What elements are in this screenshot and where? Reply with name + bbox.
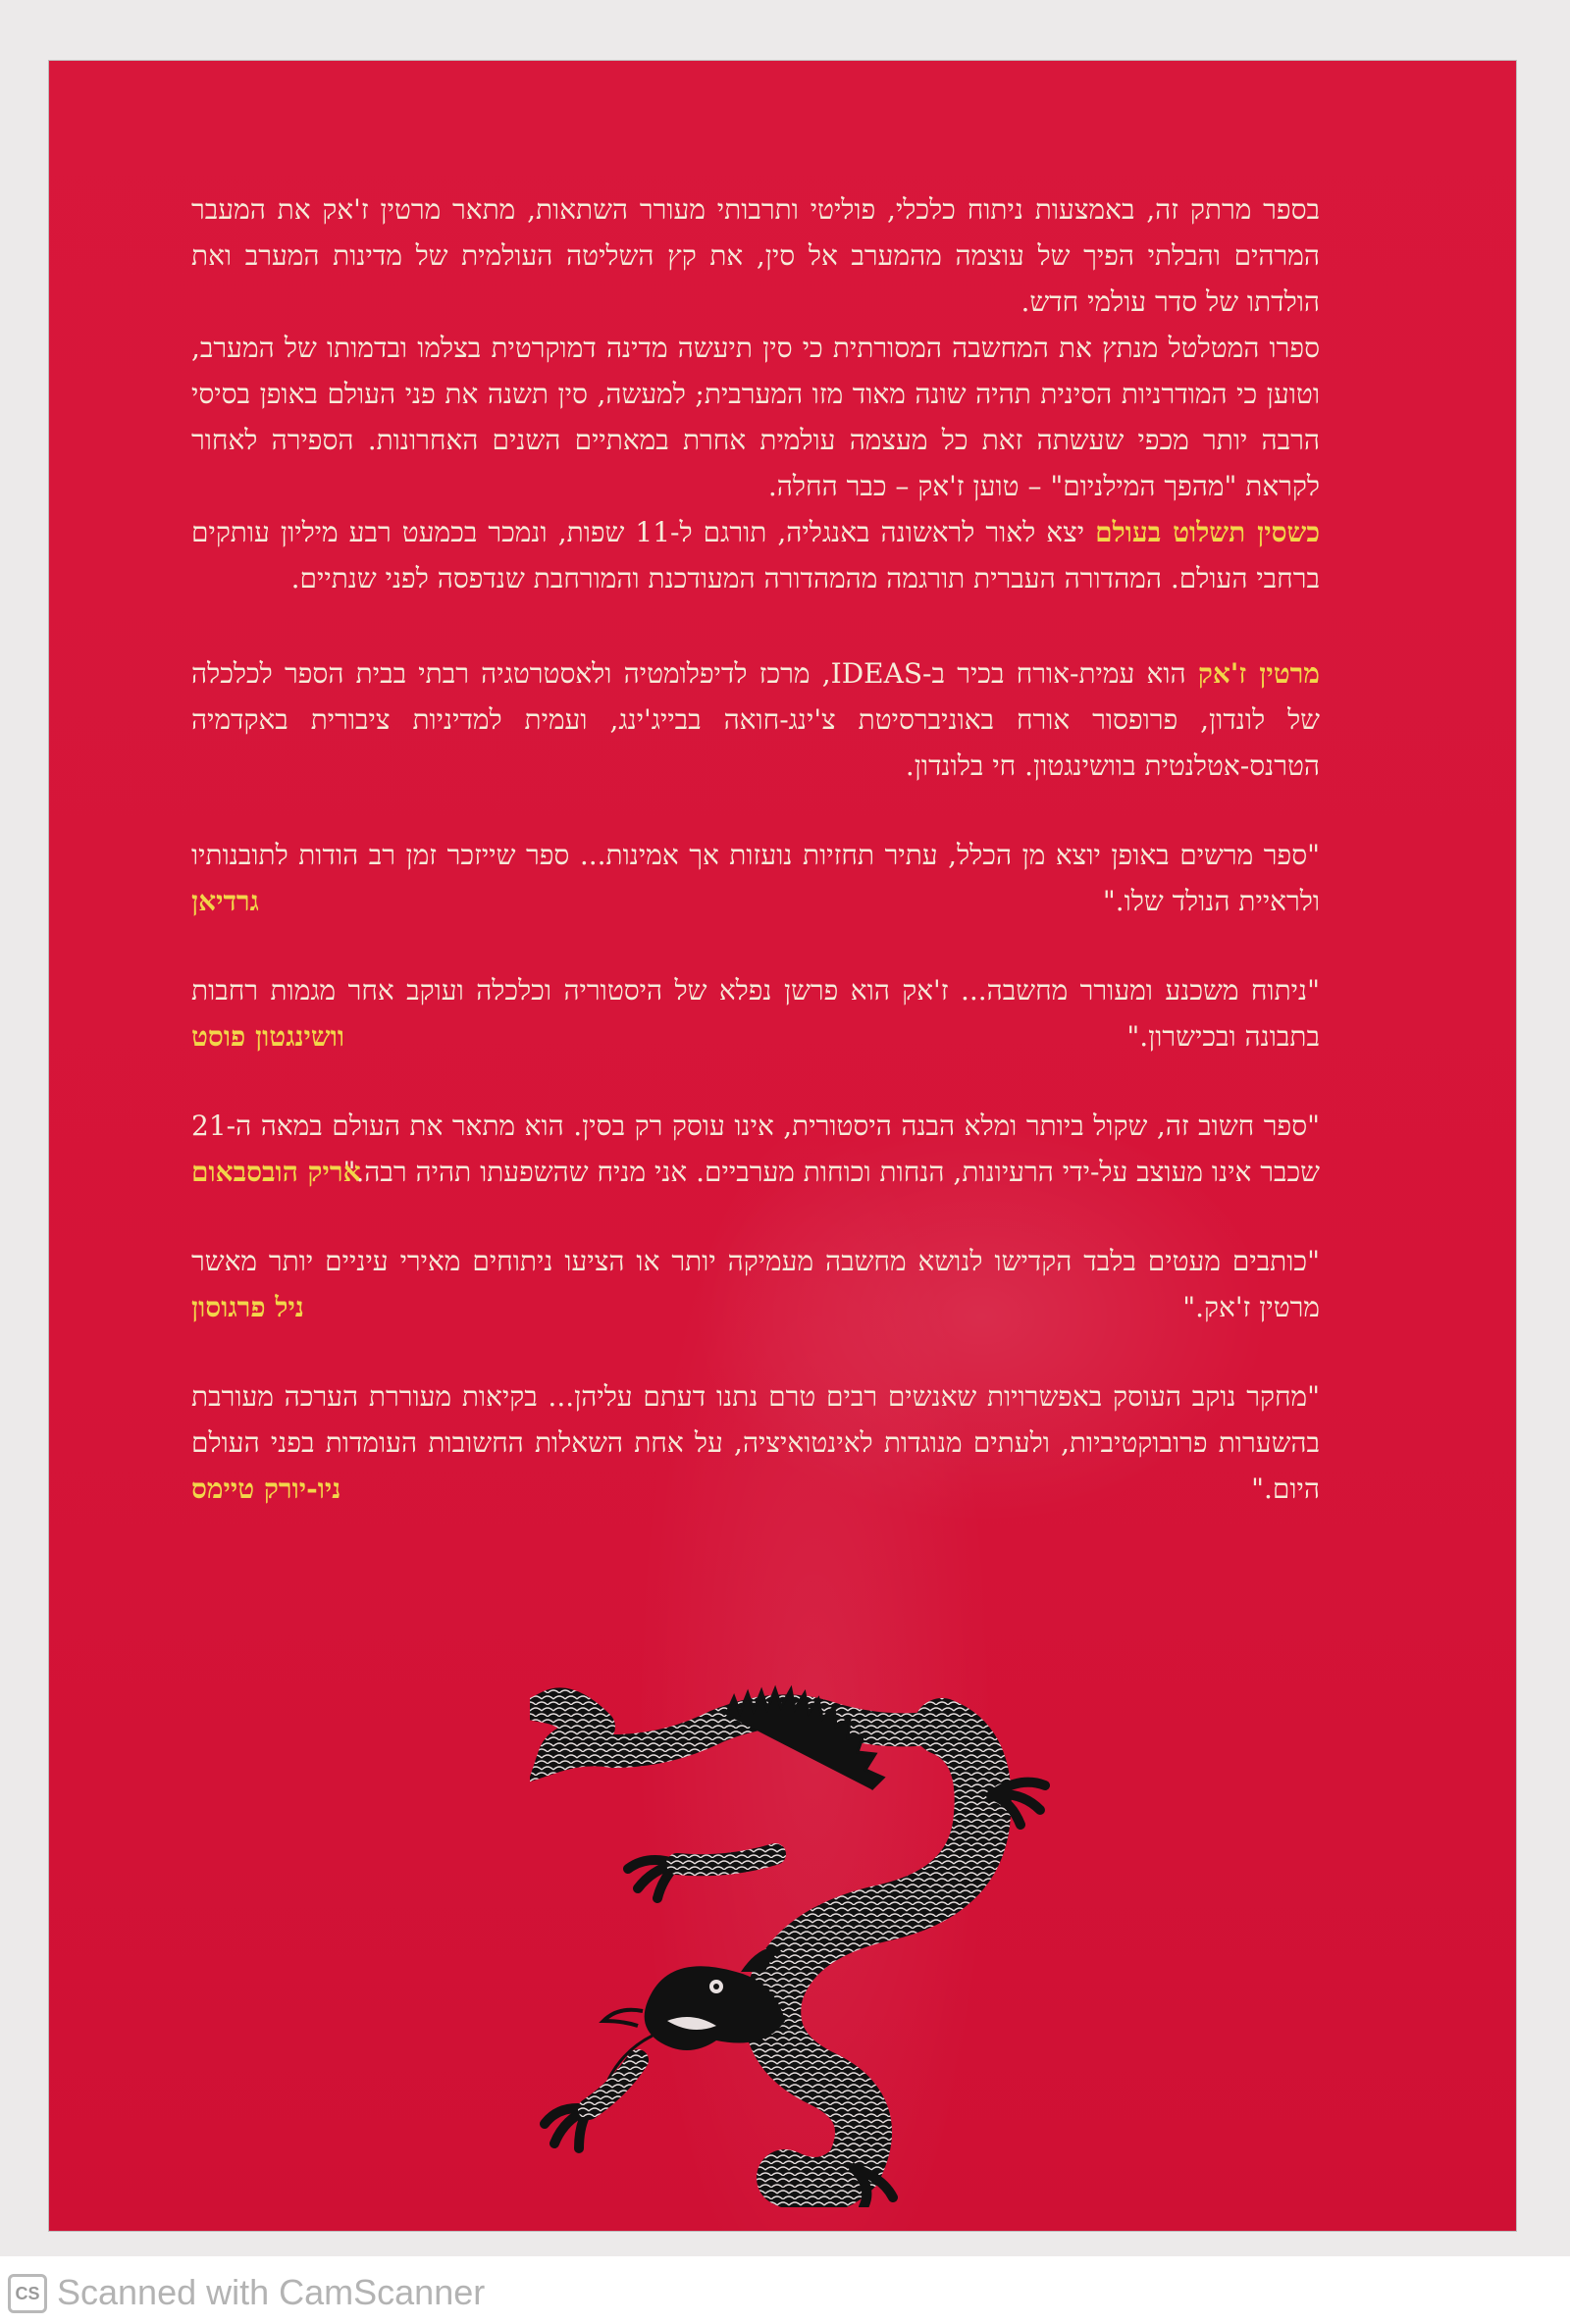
quote-source: ניל פרגוסון — [191, 1291, 304, 1323]
quote-text: "ספר מרשים באופן יוצא מן הכלל, עתיר תחזיות נועזות אך אמינות... ספר שייזכר זמן רב הודות לתובנותיו ולראיית הנולד שלו." — [191, 839, 1320, 917]
scanner-footer — [0, 2256, 1570, 2324]
blurb-paragraph-3-text: יצא לאור לראשונה באנגליה, תורגם ל-11 שפות, ונמכר בכמעט רבע מיליון עותקים ברחבי העולם. המהדורה העברית תורגמה מהמהדורה המעודכנת והמורחבת שנדפסה לפני שנתיים. — [191, 516, 1320, 594]
dragon-illustration — [530, 1658, 1060, 2207]
book-title-highlight: כשסין תשלוט בעולם — [1095, 516, 1321, 548]
review-quote — [191, 1373, 1320, 1512]
quote-source: גרדיאן — [191, 885, 259, 917]
quote-source: אריק הובסבאום — [191, 1156, 361, 1188]
quote-text: "מחקר נוקב העוסק באפשרויות שאנשים רבים טרם נתנו דעתם עליהן... בקיאות מעוררת הערכה מעורבת בהשערות פרובוקטיביות, ולעתים מנוגדות לאינטואיציה, על אחת השאלות החשובות העומדות בפני העולם היום." — [191, 1380, 1320, 1505]
camscanner-logo: CS — [8, 2274, 47, 2313]
review-quote — [191, 832, 1320, 924]
review-quote — [191, 967, 1320, 1059]
author-bio — [191, 650, 1320, 789]
quote-text: "כותבים מעטים בלבד הקדישו לנושא מחשבה מעמיקה יותר או הציעו ניתוחים מאירי עיניים יותר מאשר מרטין ז'אק." — [191, 1245, 1320, 1323]
back-cover-text — [191, 186, 1320, 1512]
blurb-paragraph-3 — [191, 509, 1320, 601]
author-name: מרטין ז'אק — [1197, 657, 1320, 690]
blurb-paragraph-1: בספר מרתק זה, באמצעות ניתוח כלכלי, פוליטי ותרבותי מעורר השתאות, מתאר מרטין ז'אק את המעבר המרהים והבלתי הפיך של עוצמה מהמערב אל סין, את קץ השליטה העולמית של מדינות המערב ואת הולדתו של סדר עולמי חדש. — [191, 193, 1320, 318]
quote-text: "ספר חשוב זה, שקול ביותר ומלא הבנה היסטורית, אינו עוסק רק בסין. הוא מתאר את העולם במאה ה-21 שכבר אינו מעוצב על-ידי הרעיונות, הנחות וכוחות מערביים. אני מניח שהשפעתו תהיה רבה." — [191, 1110, 1320, 1188]
review-quote — [191, 1103, 1320, 1195]
author-bio-text: הוא עמית-אורח בכיר ב-IDEAS, מרכז לדיפלומטיה ולאסטרטגיה רבתי בבית הספר לכלכלה של לונדון, פרופסור אורח באוניברסיטת צ'ינג-חואה בבייג'ינג, ועמית למדיניות ציבורית באקדמיה הטרנס-אטלנטית בוושינגטון. חי בלונדון. — [191, 657, 1320, 782]
scanner-watermark-text: Scanned with CamScanner — [57, 2272, 486, 2312]
review-quote — [191, 1238, 1320, 1330]
quote-text: "ניתוח משכנע ומעורר מחשבה... ז'אק הוא פרשן נפלא של היסטוריה וכלכלה ועוקב אחר מגמות רחבות בתבונה ובכישרון." — [191, 974, 1320, 1053]
quote-source: ניו-יורק טיימס — [191, 1472, 341, 1505]
quote-source: וושינגטון פוסט — [191, 1020, 345, 1053]
blurb-paragraph-2: ספרו המטלטל מנתץ את המחשבה המסורתית כי סין תיעשה מדינה דמוקרטית בצלמו ובדמותו של המערב, וטוען כי המודרניות הסינית תהיה שונה מאוד מזו המערבית; למעשה, סין תשנה את פני העולם באופן בסיסי הרבה יותר מכפי שעשתה זאת כל מעצמה עולמית אחרת במאתיים השנים האחרונות. הספירה לאחור לקראת "מהפך המילניום" – טוען ז'אק – כבר החלה. — [191, 332, 1320, 502]
